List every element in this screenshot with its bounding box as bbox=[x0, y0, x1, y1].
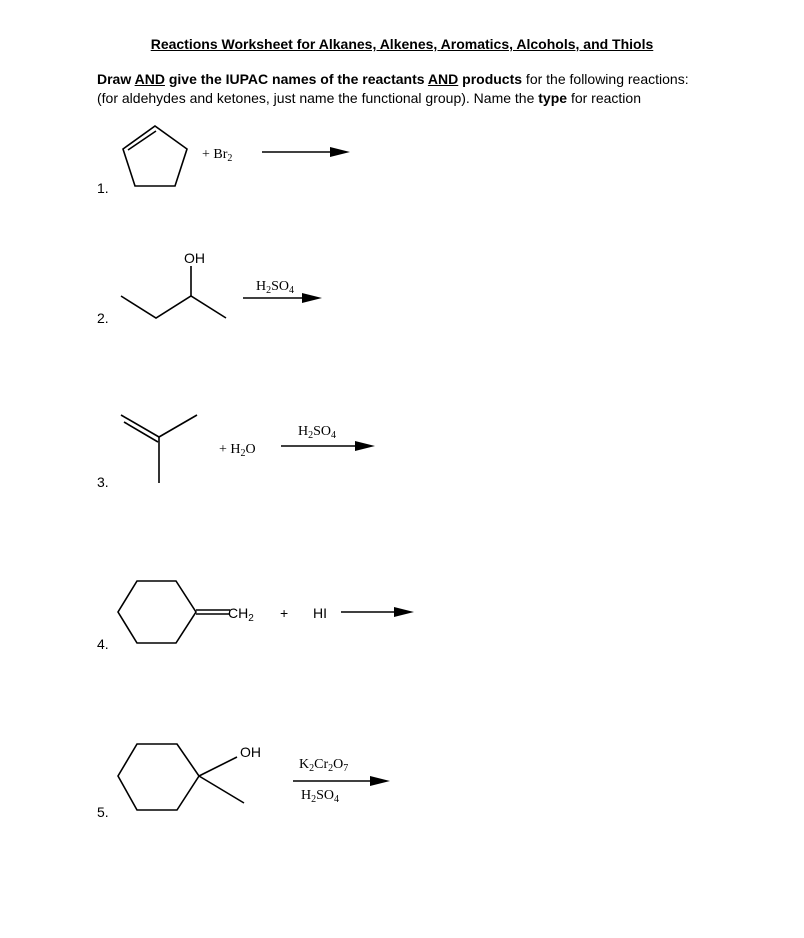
cyclopentene-structure bbox=[123, 126, 187, 186]
oh-label-5: OH bbox=[240, 744, 261, 760]
reagent-br2: + $Br_2$ bbox=[202, 147, 233, 164]
catalyst-h2so4-5: $H_2SO_4$ bbox=[301, 788, 340, 805]
reaction-number-4: 4. bbox=[97, 636, 109, 652]
instr-give: give the IUPAC names of the reactants bbox=[164, 71, 428, 87]
worksheet-title: Reactions Worksheet for Alkanes, Alkenes, Aromatics, Alcohols, and Thiols bbox=[150, 36, 654, 52]
instr-line2a: (for aldehydes and ketones, just name the functional group). Name the bbox=[97, 90, 539, 106]
reaction-arrow-4 bbox=[341, 607, 414, 617]
instr-rest-1: for the following reactions: bbox=[522, 71, 689, 87]
reaction-number-2: 2. bbox=[97, 310, 109, 326]
instr-products: products bbox=[458, 71, 523, 87]
reaction-arrow-1 bbox=[262, 147, 350, 157]
plus-sign-4: + bbox=[280, 605, 289, 621]
reagent-hi: HI bbox=[313, 605, 327, 621]
reaction-arrow-3 bbox=[281, 441, 375, 451]
reaction-number-3: 3. bbox=[97, 474, 109, 490]
methylcyclohexanol-structure bbox=[118, 744, 244, 810]
methylbutene-structure bbox=[121, 415, 197, 483]
reagent-k2cr2o7: $K_2Cr_2O_7$ bbox=[299, 757, 349, 774]
reagent-h2o: + $H_2O$ bbox=[219, 442, 256, 459]
methylenecyclohexane-structure bbox=[118, 581, 230, 643]
instr-and-2: AND bbox=[427, 71, 459, 87]
oh-label-2: OH bbox=[184, 250, 205, 266]
butanol-structure bbox=[121, 266, 226, 318]
reaction-number-1: 1. bbox=[97, 180, 109, 196]
instr-line2b: for reaction bbox=[567, 90, 641, 106]
reaction-arrow-5 bbox=[293, 776, 390, 786]
instr-and-1: AND bbox=[134, 71, 165, 87]
catalyst-h2so4-2: $H_2SO_4$ bbox=[256, 279, 295, 296]
instr-draw: Draw bbox=[97, 71, 135, 87]
catalyst-h2so4-3: $H_2SO_4$ bbox=[298, 424, 337, 441]
reaction-number-5: 5. bbox=[97, 804, 109, 820]
instr-type: type bbox=[538, 90, 568, 106]
ch2-group: $CH_2$ bbox=[228, 605, 254, 624]
